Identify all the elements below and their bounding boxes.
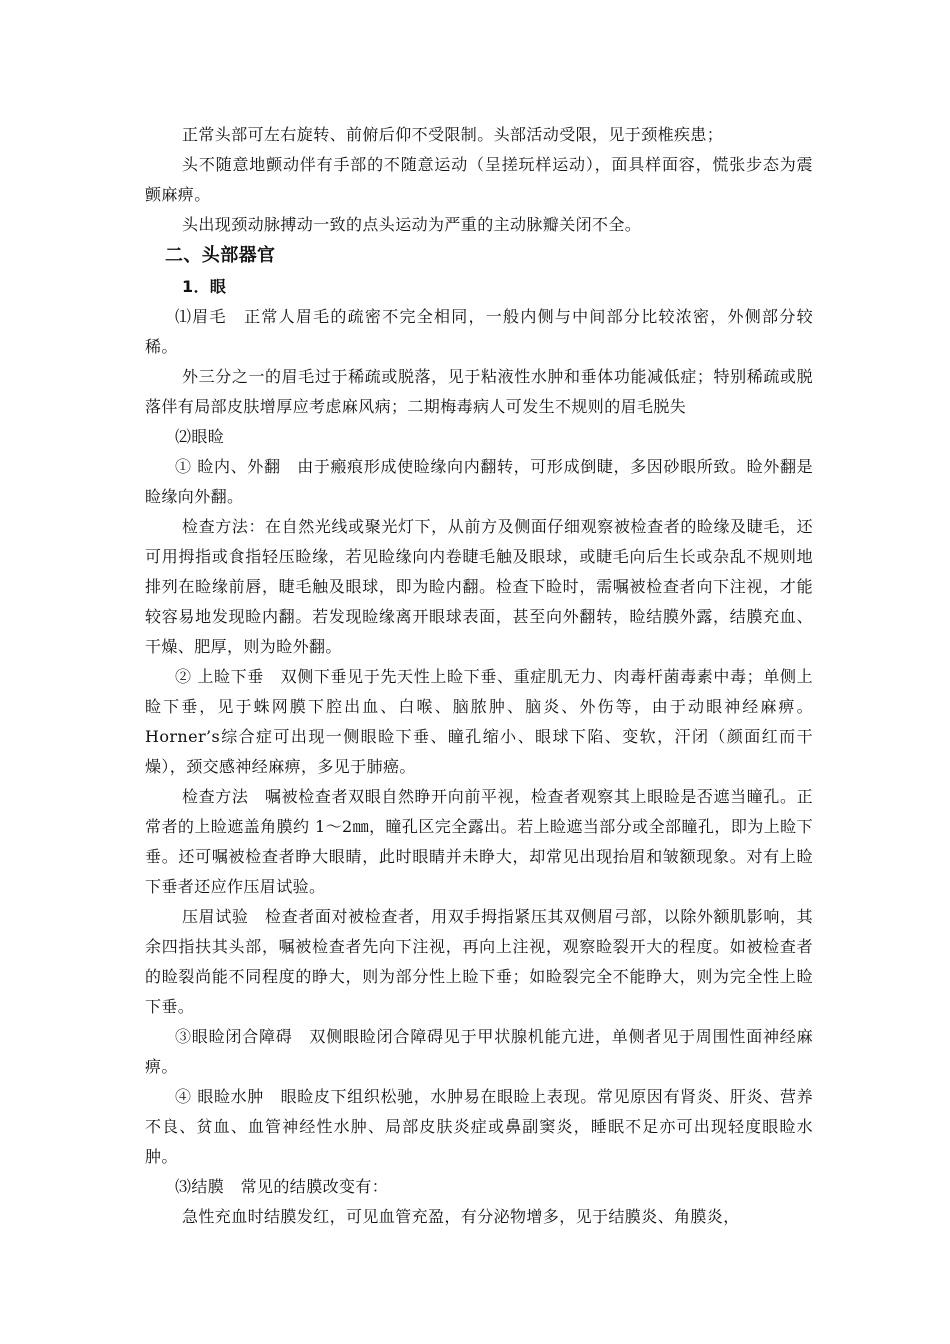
paragraph-brow-press-test: 压眉试验 检查者面对被检查者，用双手拇指紧压其双侧眉弓部，以除外额肌影响，其余四指扶其头部，嘱被检查者先向下注视，再向上注视，观察睑裂开大的程度。如被检查者的睑裂尚能不同程度的睁大，则为部分性上睑下垂；如睑裂完全不能睁大，则为完全性上睑下垂。 [145, 907, 813, 1016]
paragraph-ptosis-method: 检查方法 嘱被检查者双眼自然睁开向前平视，检查者观察其上眼睑是否遮当瞳孔。正常者的上睑遮盖角膜约 1～2㎜，瞳孔区完全露出。若上睑遮当部分或全部瞳孔，即为上睑下垂。还可嘱被检查者睁大眼睛，此时眼睛并未睁大，却常见出现抬眉和皱额现象。对有上睑下垂者还应作压眉试验。 [145, 787, 813, 896]
paragraph-head-movement: 正常头部可左右旋转、前俯后仰不受限制。头部活动受限，见于颈椎疾患； [182, 125, 724, 144]
paragraph-ptosis: ② 上睑下垂 双侧下垂见于先天性上睑下垂、重症肌无力、肉毒杆菌毒素中毒；单侧上睑下垂，见于蛛网膜下腔出血、白喉、脑脓肿、脑炎、外伤等，由于动眼神经麻痹。Horner’s综合症可出现一侧眼睑下垂、瞳孔缩小、眼球下陷、变软，汗闭（颜面红而干燥），颈交感神经麻痹，多见于肺癌。 [145, 667, 813, 776]
section-heading: 二、头部器官 [165, 245, 276, 266]
paragraph-entropion-method: 检查方法：在自然光线或聚光灯下，从前方及侧面仔细观察被检查者的睑缘及睫毛，还可用拇指或食指轻压睑缘，若见睑缘向内卷睫毛触及眼球，或睫毛向后生长或杂乱不规则地排列在睑缘前唇，睫毛触及眼球，即为睑内翻。检查下睑时，需嘱被检查者向下注视，才能较容易地发现睑内翻。若发现睑缘离开眼球表面，甚至向外翻转，睑结膜外露，结膜充血、干燥、肥厚，则为睑外翻。 [145, 517, 813, 656]
paragraph-eyelid-edema: ④ 眼睑水肿 眼睑皮下组织松驰，水肿易在眼睑上表现。常见原因有肾炎、肝炎、营养不良、贫血、血管神经性水肿、局部皮肤炎症或鼻副窦炎，睡眠不足亦可出现轻度眼睑水肿。 [145, 1087, 813, 1166]
paragraph-entropion: ① 睑内、外翻 由于瘢痕形成使睑缘向内翻转，可形成倒睫，多因砂眼所致。睑外翻是睑缘向外翻。 [145, 457, 813, 506]
paragraph-nodding: 头出现颈动脉搏动一致的点头运动为严重的主动脉瓣关闭不全。 [182, 215, 642, 234]
paragraph-conjunctiva-congestion: 急性充血时结膜发红，可见血管充盈，有分泌物增多，见于结膜炎、角膜炎， [182, 1207, 740, 1226]
paragraph-eyelid-closure: ③眼睑闭合障碍 双侧眼睑闭合障碍见于甲状腺机能亢进，单侧者见于周围性面神经麻痹。 [145, 1027, 813, 1076]
document-page [145, 120, 813, 1232]
paragraph-eyebrow: ⑴眉毛 正常人眉毛的疏密不完全相同，一般内侧与中间部分比较浓密，外侧部分较稀。 [145, 307, 813, 356]
subsection-heading-eye: 1．眼 [182, 277, 227, 296]
paragraph-tremor: 头不随意地颤动伴有手部的不随意运动（呈搓玩样运动），面具样面容，慌张步态为震颤麻痹。 [145, 155, 813, 204]
paragraph-eyebrow-loss: 外三分之一的眉毛过于稀疏或脱落，见于粘液性水肿和垂体功能减低症；特别稀疏或脱落伴有局部皮肤增厚应考虑麻风病；二期梅毒病人可发生不规则的眉毛脱失 [145, 367, 813, 416]
paragraph-eyelid-title: ⑵眼睑 [175, 427, 225, 446]
paragraph-conjunctiva: ⑶结膜 常见的结膜改变有： [175, 1177, 389, 1196]
